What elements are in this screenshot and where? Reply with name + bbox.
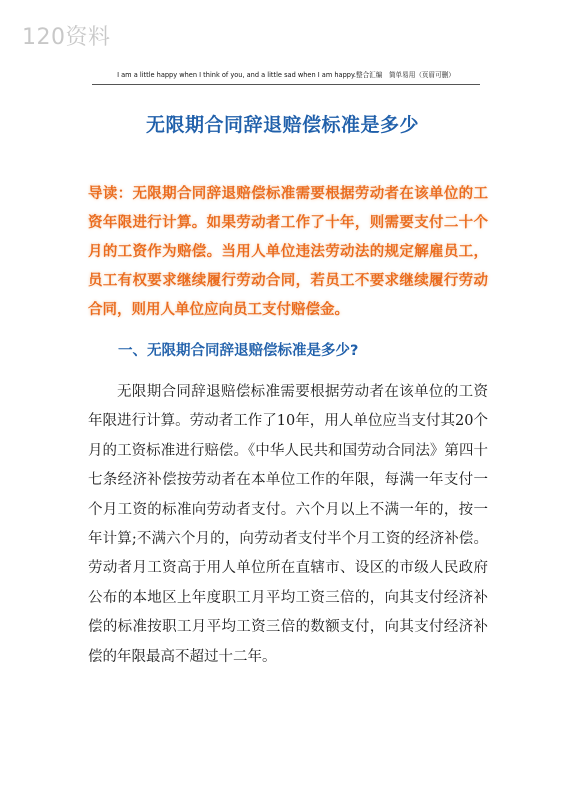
header-english: I am a little happy when I think of you, and a little sad when I am happy. <box>117 71 356 79</box>
header-chinese: 整合汇编 简单易用（页眉可删） <box>356 71 455 79</box>
lead-paragraph: 导读：无限期合同辞退赔偿标准需要根据劳动者在该单位的工资年限进行计算。如果劳动者工作了十年，则需要支付二十个月的工资作为赔偿。当用人单位违法劳动法的规定解雇员工，员工有权要求继续履行劳动合同，若员工不要求继续履行劳动合同，则用人单位应向员工支付赔偿金。 <box>88 186 488 318</box>
watermark: 120资料 <box>22 25 111 50</box>
page-header <box>92 70 480 85</box>
section-heading: 一、无限期合同辞退赔偿标准是多少? <box>118 343 359 359</box>
body-paragraph: 无限期合同辞退赔偿标准需要根据劳动者在该单位的工资年限进行计算。劳动者工作了10年，用人单位应当支付其20个月的工资标准进行赔偿。《中华人民共和国劳动合同法》第四十七条经济补偿按劳动者在本单位工作的年限，每满一年支付一个月工资的标准向劳动者支付。六个月以上不满一年的，按一年计算;不满六个月的，向劳动者支付半个月工资的经济补偿。劳动者月工资高于用人单位所在直辖市、设区的市级人民政府公布的本地区上年度职工月平均工资三倍的，向其支付经济补偿的标准按职工月平均工资三倍的数额支付，向其支付经济补偿的年限最高不超过十二年。 <box>88 384 488 665</box>
document-title: 无限期合同辞退赔偿标准是多少 <box>145 114 419 136</box>
